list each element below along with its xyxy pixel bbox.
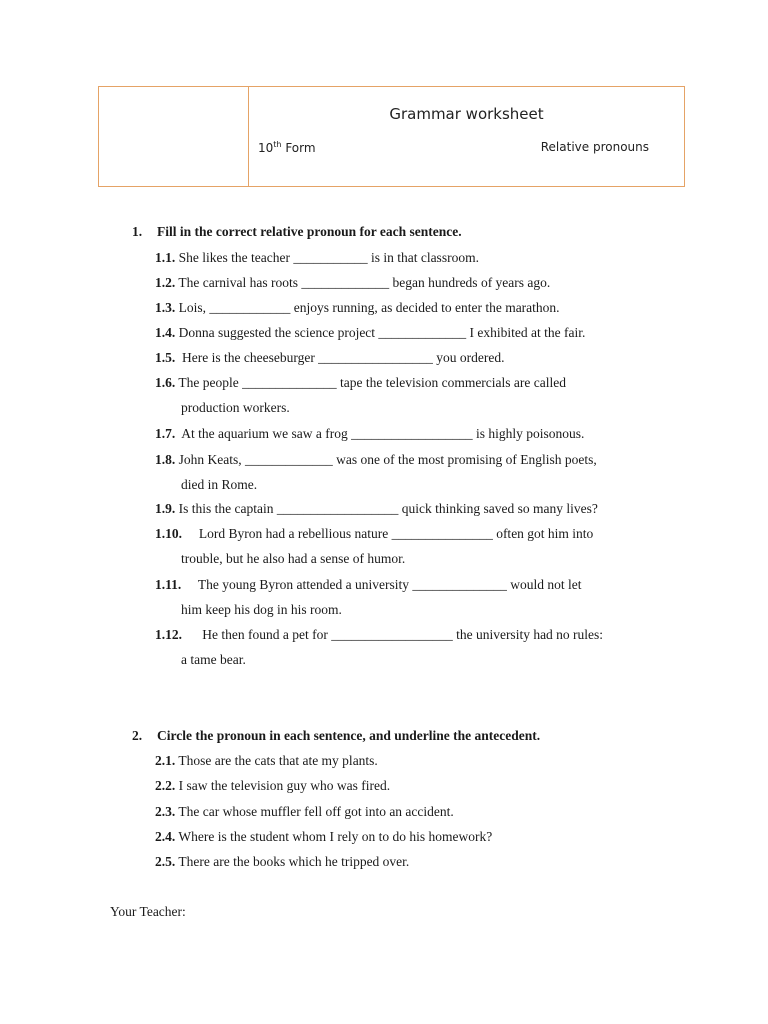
exercise-item xyxy=(155,773,665,798)
item-continuation: production workers. xyxy=(181,400,290,415)
item-continuation: him keep his dog in his room. xyxy=(181,602,342,617)
header-info-cell xyxy=(249,87,684,186)
teacher-label: Your Teacher: xyxy=(110,904,186,919)
header-logo-cell xyxy=(99,87,249,186)
item-text: The car whose muffler fell off got into an accident. xyxy=(175,804,454,819)
item-text: Lord Byron had a rebellious nature _______________ often got him into xyxy=(182,526,594,541)
form-suffix: th xyxy=(273,140,282,149)
item-number: 1.6. xyxy=(155,375,176,390)
exercise-item xyxy=(155,245,665,270)
item-number: 1.4. xyxy=(155,325,176,340)
item-number: 2.3. xyxy=(155,804,176,819)
section-1-title: Fill in the correct relative pronoun for each sentence. xyxy=(157,224,462,239)
item-text: The people ______________ tape the television commercials are called xyxy=(175,375,566,390)
section-2-title: Circle the pronoun in each sentence, and underline the antecedent. xyxy=(157,728,541,743)
exercise-item xyxy=(155,295,665,320)
item-number: 2.4. xyxy=(155,829,176,844)
item-text: Those are the cats that ate my plants. xyxy=(175,753,378,768)
exercise-item xyxy=(155,447,665,497)
item-text: She likes the teacher ___________ is in that classroom. xyxy=(175,250,479,265)
exercise-item xyxy=(155,496,665,521)
item-text: Is this the captain __________________ quick thinking saved so many lives? xyxy=(175,501,598,516)
item-text: Where is the student whom I rely on to do his homework? xyxy=(175,829,493,844)
exercise-item xyxy=(155,421,665,446)
exercise-item xyxy=(155,824,665,849)
exercise-item xyxy=(155,270,665,295)
item-text: I saw the television guy who was fired. xyxy=(175,778,391,793)
section-2-number: 2. xyxy=(132,728,143,743)
item-number: 2.1. xyxy=(155,753,176,768)
form-number: 10 xyxy=(258,141,274,155)
item-number: 2.5. xyxy=(155,854,176,869)
section-1-number: 1. xyxy=(132,224,143,239)
item-text: He then found a pet for __________________ the university had no rules: xyxy=(182,627,604,642)
item-continuation: a tame bear. xyxy=(181,652,246,667)
item-text: Lois, ____________ enjoys running, as decided to enter the marathon. xyxy=(175,300,560,315)
item-text: The young Byron attended a university ______________ would not let xyxy=(181,577,582,592)
item-continuation: died in Rome. xyxy=(181,477,258,492)
item-text: John Keats, _____________ was one of the most promising of English poets, xyxy=(175,452,597,467)
item-number: 1.1. xyxy=(155,250,176,265)
exercise-item xyxy=(155,849,665,874)
exercise-item xyxy=(155,521,665,571)
worksheet-title: Grammar worksheet xyxy=(389,105,544,123)
exercise-item xyxy=(155,748,665,773)
item-number: 1.2. xyxy=(155,275,176,290)
form-word: Form xyxy=(281,141,316,155)
item-number: 1.9. xyxy=(155,501,176,516)
item-text: Donna suggested the science project _____________ I exhibited at the fair. xyxy=(175,325,586,340)
item-text: The carnival has roots _____________ began hundreds of years ago. xyxy=(175,275,551,290)
worksheet-header-table xyxy=(98,86,685,187)
exercise-item xyxy=(155,320,665,345)
item-text: Here is the cheeseburger _________________ you ordered. xyxy=(175,350,505,365)
item-number: 2.2. xyxy=(155,778,176,793)
exercise-item xyxy=(155,799,665,824)
item-number: 1.10. xyxy=(155,526,182,541)
exercise-item xyxy=(155,572,665,622)
exercise-item xyxy=(155,622,665,672)
item-text: There are the books which he tripped over. xyxy=(175,854,410,869)
item-number: 1.12. xyxy=(155,627,182,642)
item-text: At the aquarium we saw a frog __________________ is highly poisonous. xyxy=(175,426,585,441)
item-number: 1.3. xyxy=(155,300,176,315)
item-number: 1.7. xyxy=(155,426,176,441)
form-level xyxy=(258,140,316,155)
section-2-heading xyxy=(132,728,540,744)
item-number: 1.5. xyxy=(155,350,176,365)
exercise-item xyxy=(155,370,665,420)
section-1-heading xyxy=(132,224,462,240)
worksheet-topic: Relative pronouns xyxy=(540,140,649,154)
item-continuation: trouble, but he also had a sense of humor. xyxy=(181,551,406,566)
exercise-item xyxy=(155,345,665,370)
item-number: 1.11. xyxy=(155,577,182,592)
item-number: 1.8. xyxy=(155,452,176,467)
